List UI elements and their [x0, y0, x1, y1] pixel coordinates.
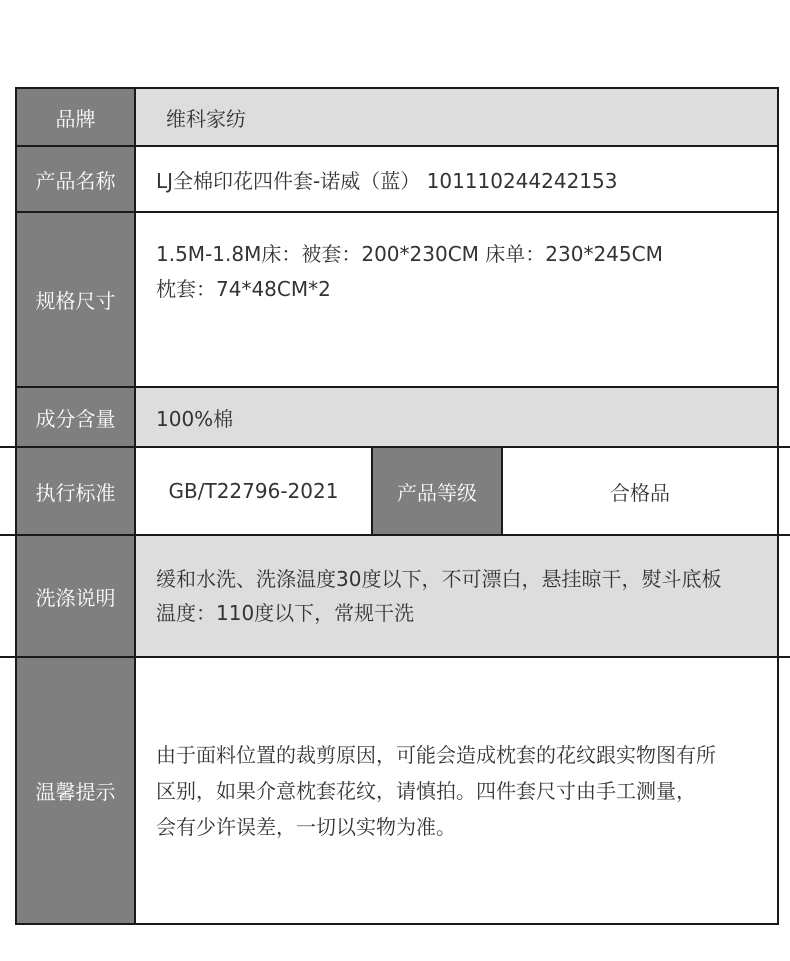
product-name-label: 产品名称 [17, 147, 136, 211]
standard-value: GB/T22796-2021 [136, 448, 373, 534]
row-spec [17, 213, 777, 388]
row-standard [17, 448, 777, 536]
divider-line [0, 534, 790, 536]
divider-line [0, 446, 790, 448]
composition-value: 100%棉 [136, 388, 777, 446]
brand-value: 维科家纺 [136, 89, 777, 145]
washing-label: 洗涤说明 [17, 536, 136, 656]
row-tips [17, 658, 777, 923]
washing-line: 缓和水洗、洗涤温度30度以下，不可漂白，悬挂晾干，熨斗底板 [156, 567, 722, 591]
divider-line [0, 656, 790, 658]
composition-label: 成分含量 [17, 388, 136, 446]
brand-label: 品牌 [17, 89, 136, 145]
spec-line: 1.5M-1.8M床：被套：200*230CM 床单：230*245CM [156, 242, 663, 266]
product-info-table [15, 87, 779, 925]
grade-label: 产品等级 [373, 448, 503, 534]
tips-label: 温馨提示 [17, 658, 136, 923]
product-name-value: LJ全棉印花四件套-诺威（蓝） 101110244242153 [156, 168, 618, 193]
washing-value [136, 536, 777, 656]
row-washing [17, 536, 777, 658]
spec-value [136, 213, 777, 386]
grade-value: 合格品 [610, 480, 670, 505]
row-brand [17, 89, 777, 147]
tips-line: 区别，如果介意枕套花纹，请慎拍。四件套尺寸由手工测量， [156, 778, 696, 803]
spec-label: 规格尺寸 [17, 213, 136, 386]
tips-line: 会有少许误差，一切以实物为准。 [156, 814, 456, 839]
row-composition [17, 388, 777, 448]
standard-label: 执行标准 [17, 448, 136, 534]
tips-value [136, 658, 777, 923]
washing-line: 温度：110度以下，常规干洗 [156, 601, 415, 625]
tips-line: 由于面料位置的裁剪原因，可能会造成枕套的花纹跟实物图有所 [156, 742, 716, 767]
spec-line: 枕套：74*48CM*2 [156, 277, 331, 301]
row-product-name [17, 147, 777, 213]
